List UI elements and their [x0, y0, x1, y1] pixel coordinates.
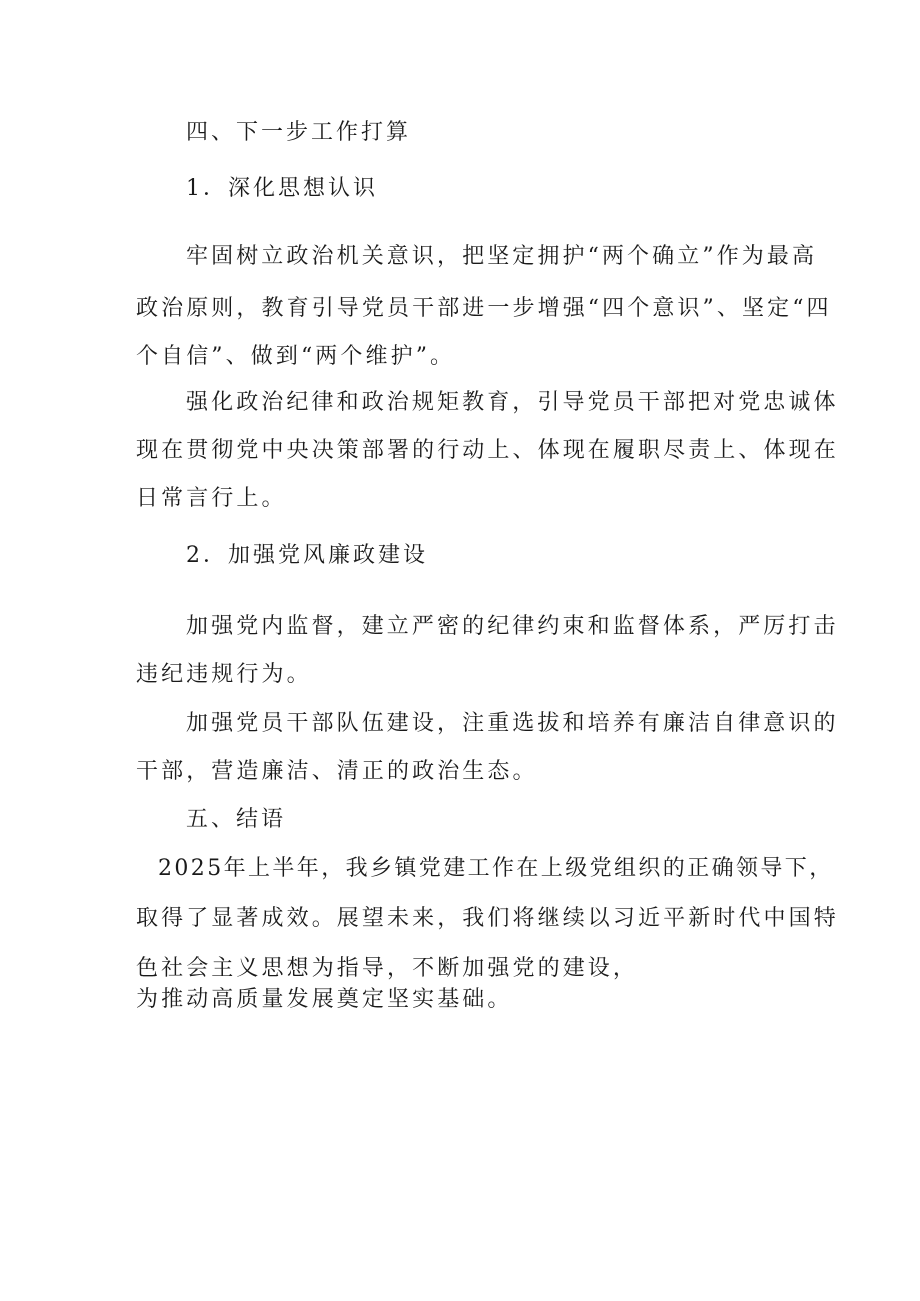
paragraph-line: 为推动高质量发展奠定坚实基础。: [136, 987, 513, 1012]
paragraph-line: 干部，营造廉洁、清正的政治生态。: [136, 759, 538, 784]
paragraph-line: 个自信”、做到“两个维护”。: [136, 344, 456, 369]
item-heading-deepen-thinking: 1．深化思想认识: [186, 176, 378, 201]
section-heading-next-steps: 四、下一步工作打算: [186, 120, 412, 145]
section-heading-conclusion: 五、结语: [186, 807, 287, 832]
paragraph-line: 现在贯彻党中央决策部署的行动上、体现在履职尽责上、体现在: [136, 438, 839, 463]
paragraph-line: 色社会主义思想为指导，不断加强党的建设，: [136, 956, 639, 981]
paragraph-line: 政治原则，教育引导党员干部进一步增强“四个意识”、坚定“四: [136, 296, 832, 321]
paragraph-line: 强化政治纪律和政治规矩教育，引导党员干部把对党忠诚体: [186, 390, 839, 415]
paragraph-line: 加强党员干部队伍建设，注重选拔和培养有廉洁自律意识的: [186, 711, 839, 736]
item-heading-party-integrity: 2．加强党风廉政建设: [186, 543, 428, 568]
paragraph-line: 违纪违规行为。: [136, 662, 312, 687]
paragraph-line: 加强党内监督，建立严密的纪律约束和监督体系，严厉打击: [186, 614, 839, 639]
paragraph-line: 牢固树立政治机关意识，把坚定拥护“两个确立”作为最高: [186, 244, 818, 269]
paragraph-line: 2025年上半年，我乡镇党建工作在上级党组织的正确领导下，: [158, 856, 834, 881]
paragraph-line: 日常言行上。: [136, 486, 287, 511]
paragraph-line: 取得了显著成效。展望未来，我们将继续以习近平新时代中国特: [136, 906, 839, 931]
